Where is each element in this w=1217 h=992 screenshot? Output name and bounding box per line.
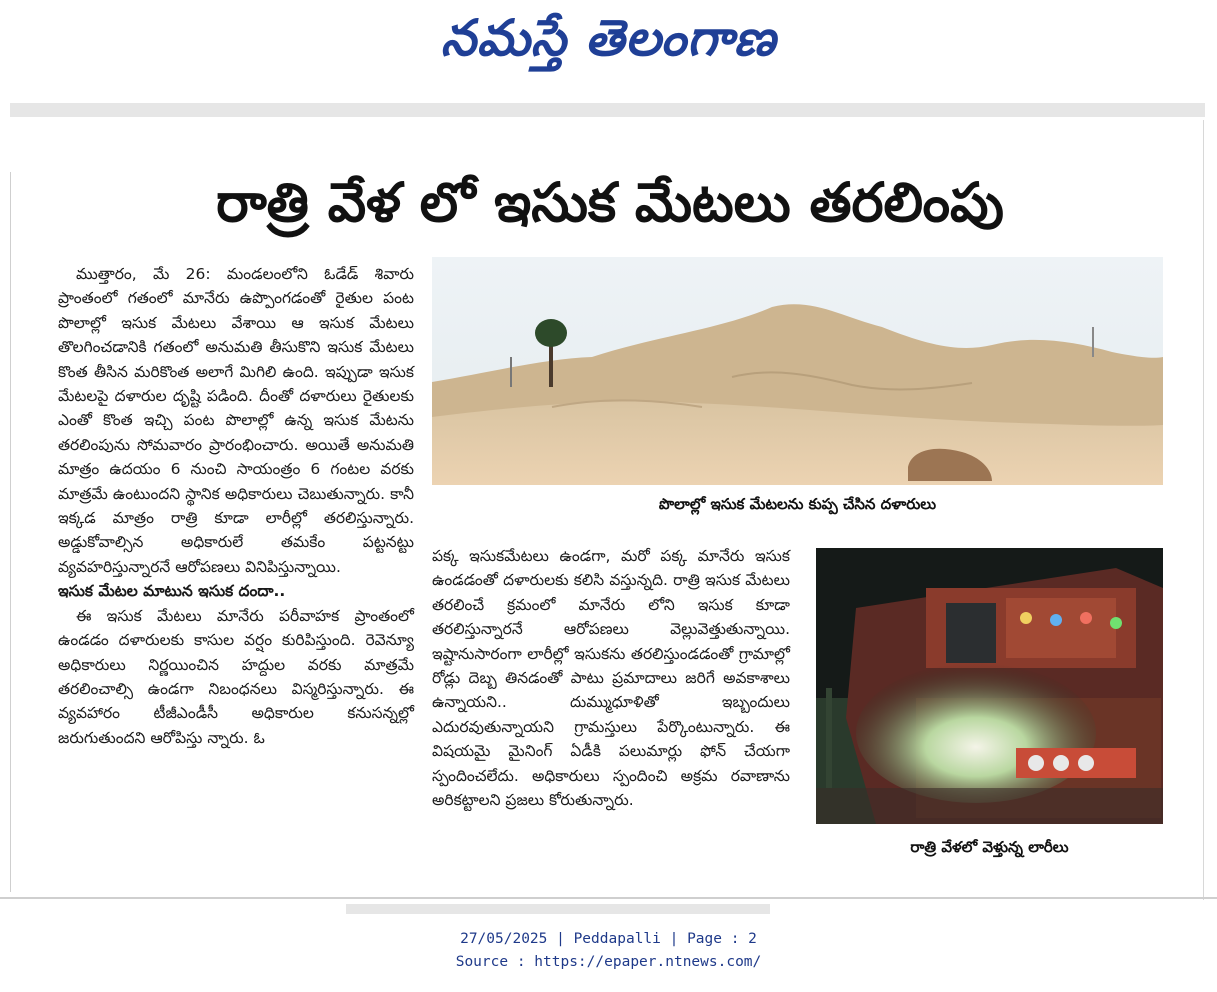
right-border <box>1203 120 1204 900</box>
left-border <box>10 172 11 892</box>
footer-source-link[interactable]: Source : https://epaper.ntnews.com/ <box>455 954 762 970</box>
next-article-headline-fragment <box>830 898 1190 912</box>
article-paragraph-3: పక్క ఇసుకమేటలు ఉండగా, మరో పక్క మానేరు ఇసుక ఉండడంతో దళారులకు కలిసి వస్తున్నది. రాత్రి ఇసుక మేటలు తరలించే క్రమంలో మానేరు లోని ఇసుక కూడా తరలిస్తున్నారనే ఆరోపణలు వెల్లువెత్తుతున్నాయి. ఇష్టానుసారంగా లారీల్లో ఇసుకను తరలిస్తుండడంతో గ్రామాల్లో రోడ్లు దెబ్బ తినడంతో పాటు ప్రమాదాలు జరిగే అవకాశాలు ఉన్నాయని.. దుమ్ముధూళితో ఇబ్బందులు ఎదురవుతున్నాయని గ్రామస్తులు పేర్కొంటున్నారు. ఈ విషయమై మైనింగ్ ఏడీకి పలుమార్లు ఫోన్ చేయగా స్పందించలేదు. అధికారులు స్పందించి అక్రమ రవాణాను అరికట్టాలని ప్రజలు కోరుతున్నారు. <box>432 547 790 810</box>
article-column-left <box>58 262 414 750</box>
masthead-logo: నమస్తే తెలంగాణ <box>440 8 777 67</box>
footer-date-edition: 27/05/2025 | Peddapalli | Page : 2 <box>460 931 757 947</box>
article-column-middle <box>432 544 790 812</box>
photo-caption-lorry: రాత్రి వేళలో వెళ్తున్న లారీలు <box>910 838 1069 856</box>
next-article-strip <box>346 904 770 914</box>
top-divider-bar <box>10 103 1205 117</box>
article-headline: రాత్రి వేళ లో ఇసుక మేటలు తరలింపు <box>216 171 1004 234</box>
photo-caption-sand: పొలాల్లో ఇసుక మేటలను కుప్ప చేసిన దళారులు <box>658 495 937 513</box>
sand-dunes-photo <box>432 257 1163 485</box>
article-subheading: ఇసుక మేటల మాటున ఇసుక దందా.. <box>58 582 286 601</box>
article-paragraph-2: ఈ ఇసుక మేటలు మానేరు పరీవాహక ప్రాంతంలో ఉండడం దళారులకు కాసుల వర్షం కురిపిస్తుంది. రెవెన్యూ అధికారులు నిర్ణయించిన హద్దుల వరకు మాత్రమే తరలించాల్సి ఉండగా నిబంధనలు విస్మరిస్తున్నారు. ఈ వ్యవహారం టీజీఎండీసీ అధికారుల కనుసన్నల్లో జరుగుతుందని ఆరోపిస్తు న్నారు. ఓ <box>58 606 414 747</box>
night-lorry-photo <box>816 548 1163 824</box>
article-paragraph-1: ముత్తారం, మే 26: మండలంలోని ఓడేడ్ శివారు ప్రాంతంలో గతంలో మానేరు ఉప్పొంగడంతో రైతుల పంట పొలాల్లో ఇసుక మేటలు వేశాయి ఆ ఇసుక మేటలు తొలగించడానికి గతంలో అనుమతి తీసుకొని ఇసుక మేటలు కొంత తీసిన మరికొంత అలాగే మిగిలి ఉంది. ఇప్పుడా ఇసుక మేటలపై దళారుల దృష్టి పడింది. దీంతో దళారులు రైతులకు ఎంతో కొంత ఇచ్చి పంట పొలాల్లో ఉన్న ఇసుక మేటను తరలింపును సోమవారం ప్రారంభించారు. అయితే అనుమతి మాత్రం ఉదయం 6 నుంచి సాయంత్రం 6 గంటల వరకు మాత్రమే ఉంటుందని స్థానిక అధికారులు చెబుతున్నారు. కానీ ఇక్కడ మాత్రం రాత్రి కూడా లారీల్లో తరలిస్తున్నారు. అడ్డుకోవాల్సిన అధికారులే తమకేం పట్టనట్టు వ్యవహరిస్తున్నారనే ఆరోపణలు వినిపిస్తున్నాయి. <box>58 265 414 576</box>
